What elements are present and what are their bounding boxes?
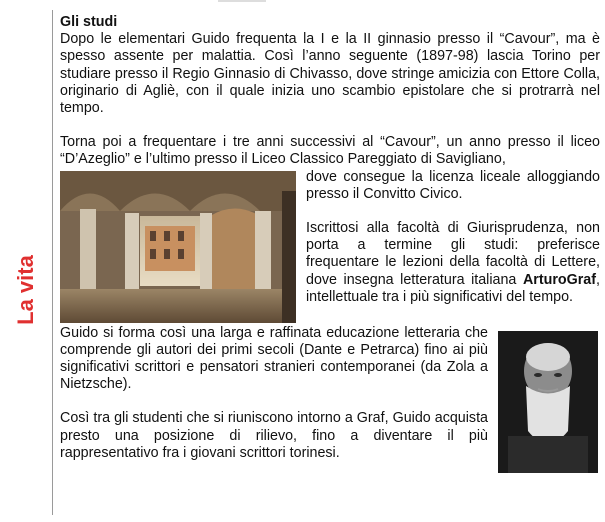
school-courtyard-photo bbox=[60, 171, 296, 323]
arturo-graf-portrait bbox=[498, 331, 598, 473]
paragraph-early-studies: Dopo le elementari Guido frequenta la I e la II ginnasio presso il “Cavour”, ma è spesso assente per malattia. Così l’anno seguente (1897-98) lascia Torino per studiare presso il Regio Ginnasio di Chivasso, dove stringe amicizia con Ettore Colla, originario di Agliè, con il quale inizia uno scambio epistolare che si protrarrà nel tempo. bbox=[60, 31, 600, 117]
top-divider-stub bbox=[218, 0, 266, 2]
section-label-text: La vita bbox=[13, 255, 39, 325]
section-heading: Gli studi bbox=[60, 14, 118, 30]
paragraph-liceo-intro: Torna poi a frequentare i tre anni successivi al “Cavour”, un anno presso il liceo “D’Azeglio” e l’ultimo presso il Liceo Classico Pareggiato di Savigliano, bbox=[60, 134, 600, 168]
vertical-divider bbox=[52, 10, 53, 515]
sidebar-section-label bbox=[6, 240, 46, 340]
article-content bbox=[60, 14, 600, 479]
paragraph-prominence: Così tra gli studenti che si riuniscono intorno a Graf, Guido acquista presto una posizione di rilievo, fino a diventare il più rappresentativo fra i giovani scrittori torinesi. bbox=[60, 410, 488, 461]
paragraph-liceo bbox=[60, 134, 600, 168]
paragraph-university-text: Iscrittosi alla facoltà di Giurisprudenza, non porta a termine gli studi: preferisce frequentare le lezioni della facoltà di Lettere, dove insegna letteratura italiana bbox=[306, 220, 600, 288]
paragraph-education: Guido si forma così una larga e raffinata educazione letteraria che comprende gli autori dei primi secoli (Dante e Petrarca) fino ai più significativi scrittori e pensatori stranieri contemporanei (da Zola a Nietzsche). bbox=[60, 324, 488, 393]
paragraph-university-tail: , intellettuale tra i più significativi del tempo. bbox=[306, 271, 600, 305]
paragraph-licenza: dove consegue la licenza liceale alloggiando presso il Convitto Civico. bbox=[306, 168, 600, 202]
author-name-graf: ArturoGraf bbox=[522, 271, 597, 288]
